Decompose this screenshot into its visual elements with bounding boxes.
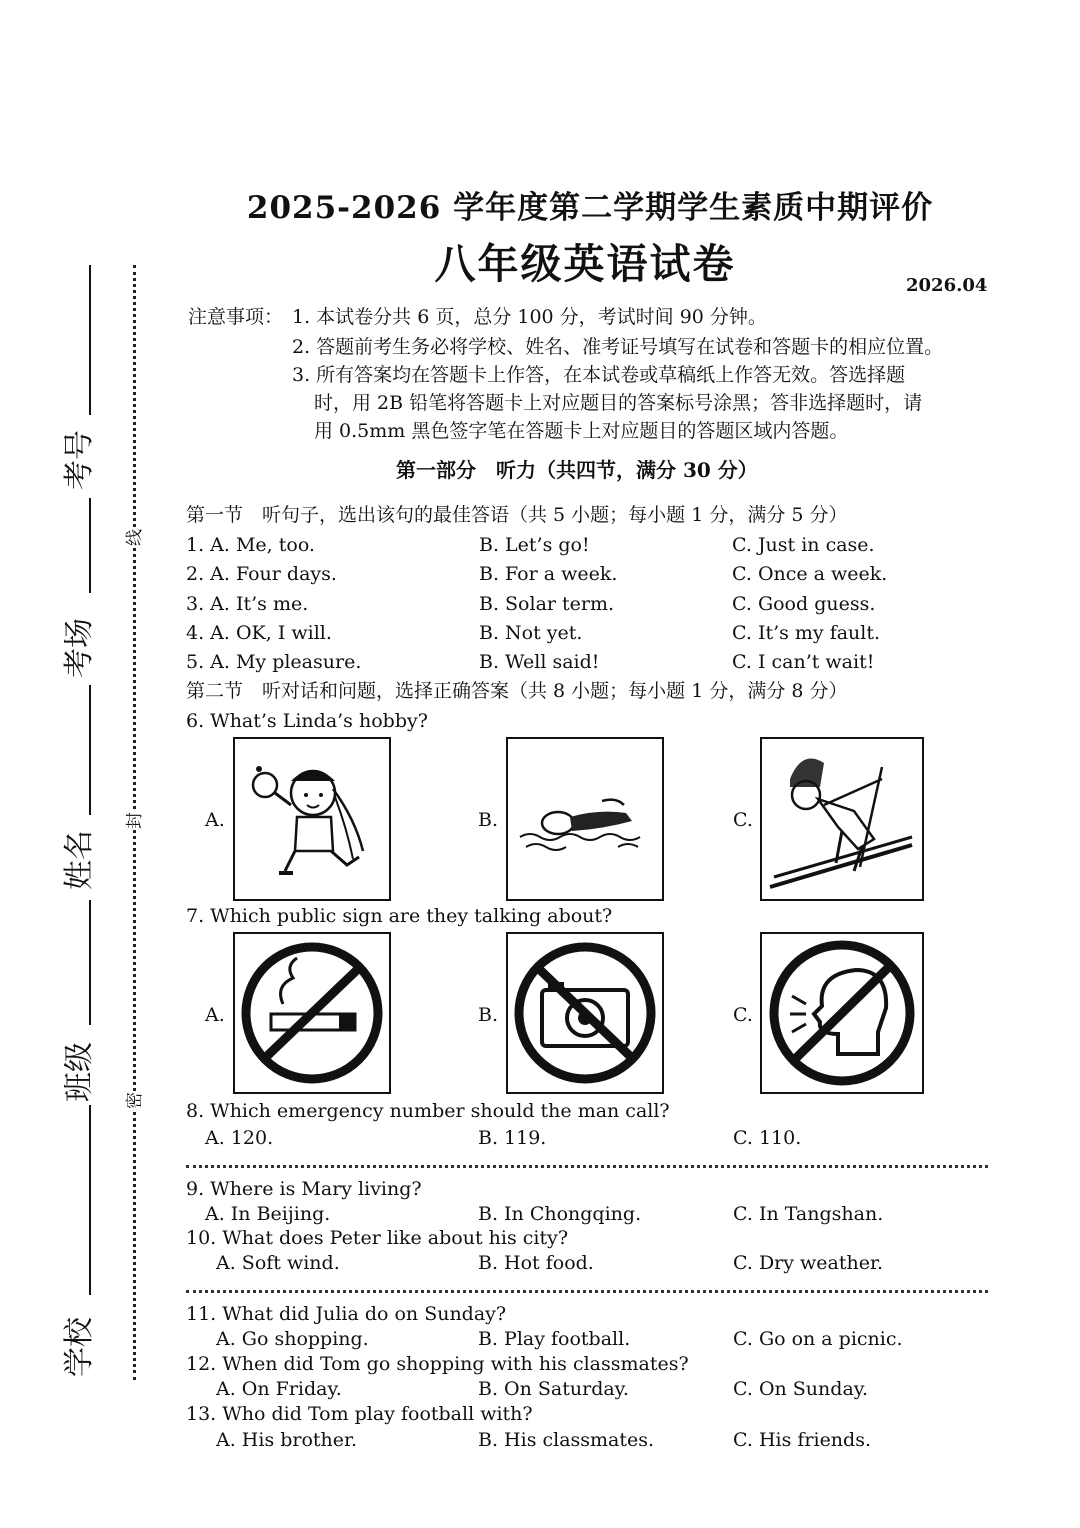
section-2-heading: 第二节 听对话和问题，选择正确答案（共 8 小题；每小题 1 分，满分 8 分） <box>186 680 848 702</box>
list-item: B. For a week. <box>479 563 618 585</box>
exam-date: 2026.04 <box>906 275 988 296</box>
q8-option-b: B. 119. <box>478 1127 547 1149</box>
school-label: 学校 <box>62 1317 97 1377</box>
q7-option-b-label: B. <box>478 1004 499 1026</box>
q12-option-a: A. On Friday. <box>216 1378 342 1400</box>
list-item: 4. A. OK, I will. <box>186 622 332 644</box>
list-item: C. I can’t wait! <box>732 651 875 673</box>
class-line <box>89 900 91 1025</box>
seal-mi-char: 密 <box>120 1092 145 1109</box>
notice-line-2: 2. 答题前考生务必将学校、姓名、准考证号填写在试卷和答题卡的相应位置。 <box>292 336 944 358</box>
q6-option-c-label: C. <box>733 809 753 831</box>
no-smoking-sign-image <box>233 932 391 1094</box>
q7-option-a-label: A. <box>205 1004 225 1026</box>
school-line <box>89 1105 91 1295</box>
list-item: B. Well said! <box>479 651 600 673</box>
q13-question: 13. Who did Tom play football with? <box>186 1403 533 1425</box>
no-noise-sign-image <box>760 932 924 1094</box>
exam-title: 2025-2026 学年度第二学期学生素质中期评价 <box>246 190 934 226</box>
q8-question: 8. Which emergency number should the man call? <box>186 1100 670 1122</box>
exam-no-line <box>89 265 91 415</box>
exam-room-label: 考场 <box>62 618 97 678</box>
list-item: B. Not yet. <box>479 622 583 644</box>
q12-option-c: C. On Sunday. <box>733 1378 869 1400</box>
list-item: 1. A. Me, too. <box>186 534 315 556</box>
q11-option-a: A. Go shopping. <box>216 1328 369 1350</box>
q10-option-b: B. Hot food. <box>478 1252 594 1274</box>
q8-option-c: C. 110. <box>733 1127 802 1149</box>
list-item: C. Once a week. <box>732 563 888 585</box>
seal-feng-char: 封 <box>120 812 145 829</box>
q10-option-c: C. Dry weather. <box>733 1252 884 1274</box>
q13-option-a: A. His brother. <box>216 1429 358 1451</box>
class-label: 班级 <box>62 1042 97 1102</box>
q6-option-b-label: B. <box>478 809 499 831</box>
notice-label: 注意事项： <box>188 306 284 328</box>
notice-line-5: 用 0.5mm 黑色签字笔在答题卡上对应题目的答题区域内答题。 <box>314 420 849 442</box>
q9-option-b: B. In Chongqing. <box>478 1203 642 1225</box>
list-item: C. It’s my fault. <box>732 622 881 644</box>
notice-line-3: 3. 所有答案均在答题卡上作答，在本试卷或草稿纸上作答无效。答选择题 <box>292 364 906 386</box>
notice-line-4: 时，用 2B 铅笔将答题卡上对应题目的答案标号涂黑；答非选择题时，请 <box>314 392 923 414</box>
q9-option-a: A. In Beijing. <box>205 1203 331 1225</box>
q11-option-c: C. Go on a picnic. <box>733 1328 903 1350</box>
exam-room-line <box>89 498 91 593</box>
part-heading: 第一部分 听力（共四节，满分 30 分） <box>396 458 758 482</box>
list-item: C. Good guess. <box>732 593 876 615</box>
q11-option-b: B. Play football. <box>478 1328 631 1350</box>
skiing-image <box>760 737 924 901</box>
q13-option-c: C. His friends. <box>733 1429 872 1451</box>
q13-option-b: B. His classmates. <box>478 1429 655 1451</box>
q7-question: 7. Which public sign are they talking about? <box>186 905 613 927</box>
list-item: 2. A. Four days. <box>186 563 337 585</box>
separator-1 <box>186 1165 988 1168</box>
q12-question: 12. When did Tom go shopping with his classmates? <box>186 1353 689 1375</box>
q9-option-c: C. In Tangshan. <box>733 1203 884 1225</box>
no-photos-sign-image <box>506 932 664 1094</box>
q11-question: 11. What did Julia do on Sunday? <box>186 1303 507 1325</box>
q7-option-c-label: C. <box>733 1004 753 1026</box>
list-item: C. Just in case. <box>732 534 875 556</box>
notice-line-1: 1. 本试卷分共 6 页，总分 100 分，考试时间 90 分钟。 <box>292 306 767 328</box>
seal-line-char: 线 <box>120 529 145 546</box>
list-item: B. Solar term. <box>479 593 615 615</box>
exam-no-label: 考号 <box>62 430 97 490</box>
q12-option-b: B. On Saturday. <box>478 1378 629 1400</box>
name-label: 姓名 <box>62 830 97 890</box>
q6-option-a-label: A. <box>205 809 225 831</box>
q10-option-a: A. Soft wind. <box>216 1252 340 1274</box>
list-item: 3. A. It’s me. <box>186 593 309 615</box>
section-1-heading: 第一节 听句子，选出该句的最佳答语（共 5 小题；每小题 1 分，满分 5 分） <box>186 504 848 526</box>
list-item: 5. A. My pleasure. <box>186 651 362 673</box>
q10-question: 10. What does Peter like about his city? <box>186 1227 569 1249</box>
list-item: B. Let’s go! <box>479 534 590 556</box>
swimming-image <box>506 737 664 901</box>
q9-question: 9. Where is Mary living? <box>186 1178 422 1200</box>
q8-option-a: A. 120. <box>205 1127 274 1149</box>
q6-question: 6. What’s Linda’s hobby? <box>186 710 428 732</box>
separator-2 <box>186 1290 988 1293</box>
name-line <box>89 685 91 815</box>
table-tennis-image <box>233 737 391 901</box>
exam-subtitle: 八年级英语试卷 <box>434 240 736 288</box>
